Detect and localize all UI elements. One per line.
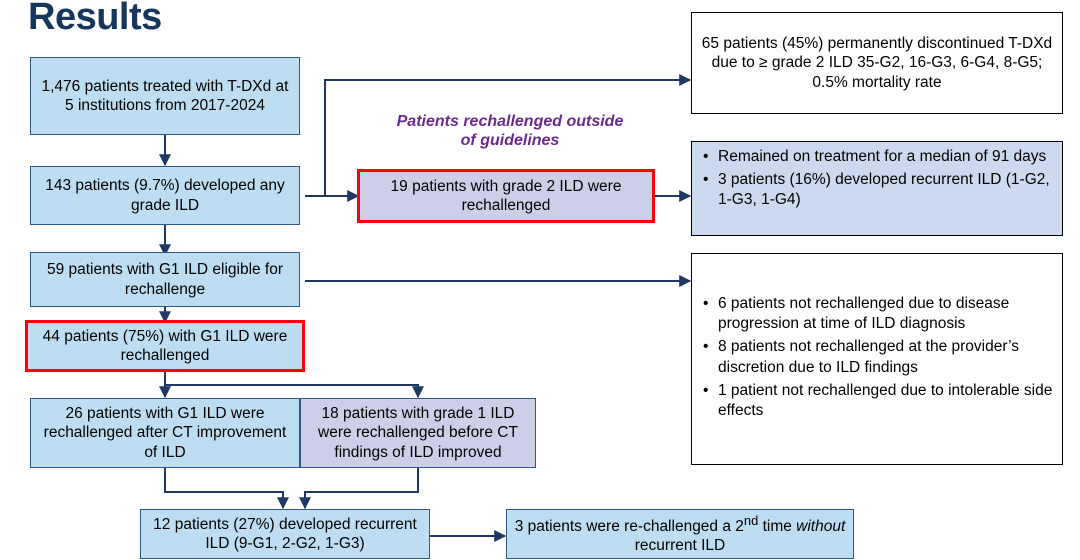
list-item: • 3 patients (16%) developed recurrent ILD (1-G2, 1-G3, 1-G4) (716, 170, 1054, 210)
second-rechallenge-ordinal: nd (743, 512, 759, 528)
list-item: • 1 patient not rechallenged due to intolerable side effects (716, 381, 1054, 421)
callout-line-2: of guidelines (460, 132, 560, 150)
box-g1-rechallenged-highlight: 44 patients (75%) with G1 ILD were rechallenged (25, 320, 305, 372)
box-grade2-rechallenged-highlight: 19 patients with grade 2 ILD were rechallenged (357, 169, 655, 223)
second-rechallenge-text-post: recurrent ILD (634, 537, 726, 555)
second-rechallenge-text-pre: 3 patients were re-challenged a 2 (514, 517, 744, 535)
list-item: • 6 patients not rechallenged due to disease progression at time of ILD diagnosis (716, 294, 1054, 334)
box-patients-treated: 1,476 patients treated with T-DXd at 5 institutions from 2017-2024 (30, 57, 300, 135)
second-rechallenge-emphasis: without (796, 517, 846, 535)
box-second-rechallenge (506, 509, 854, 559)
callout-rechallenged-outside-guidelines (360, 112, 660, 150)
box-discontinued-tdxd: 65 patients (45%) permanently discontinued T-DXd due to ≥ grade 2 ILD 35-G2, 16-G3, 6-G4, 8-G5; 0.5% mortality rate (691, 12, 1063, 114)
box-rechallenged-before-ct: 18 patients with grade 1 ILD were rechallenged before CT findings of ILD improved (300, 398, 536, 468)
list-item: • 8 patients not rechallenged at the provider’s discretion due to ILD findings (716, 337, 1054, 377)
box-not-rechallenged-reasons (691, 253, 1063, 465)
box-recurrent-ild: 12 patients (27%) developed recurrent ILD (9-G1, 2-G2, 1-G3) (140, 509, 430, 559)
not-rechallenged-list (700, 294, 1054, 424)
callout-line-1: Patients rechallenged outside (396, 113, 624, 130)
list-item: • Remained on treatment for a median of 91 days (716, 147, 1054, 167)
second-rechallenge-text-mid: time (758, 517, 797, 535)
page-title: Results (28, 0, 162, 38)
box-rechallenged-after-ct: 26 patients with G1 ILD were rechallenged after CT improvement of ILD (30, 398, 300, 468)
box-any-grade-ild: 143 patients (9.7%) developed any grade ILD (30, 166, 300, 225)
box-grade2-outcomes (691, 141, 1063, 236)
grade2-outcomes-list (700, 147, 1054, 210)
box-eligible-g1-rechallenge: 59 patients with G1 ILD eligible for rechallenge (30, 252, 300, 307)
